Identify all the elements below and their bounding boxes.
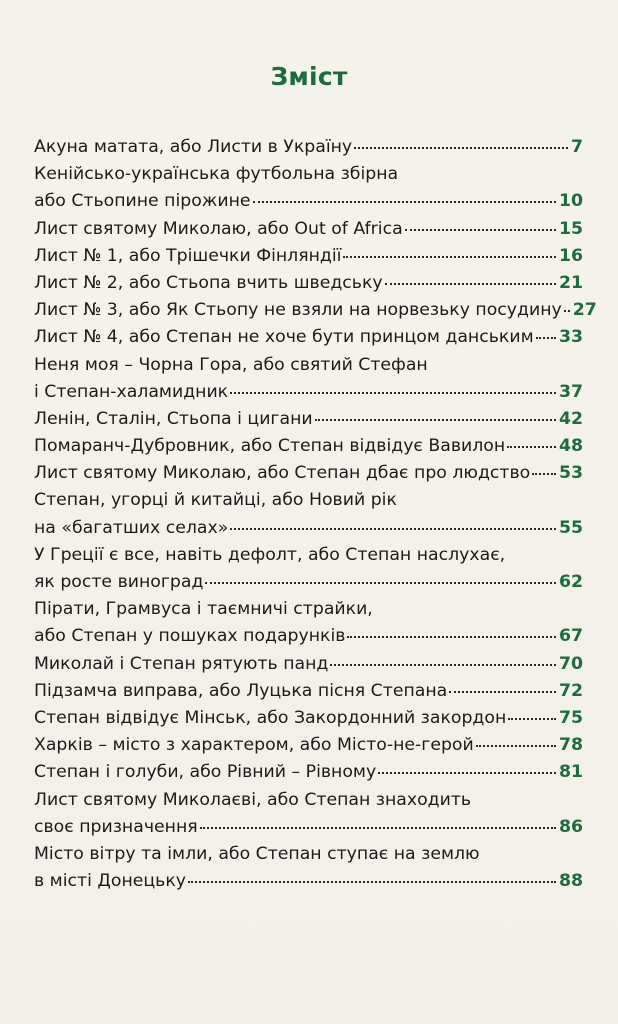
toc-entry (34, 460, 583, 487)
page-number: 88 (558, 871, 583, 892)
page-number: 10 (558, 191, 583, 212)
toc-entry-leader-line (34, 134, 583, 161)
page-number: 16 (558, 245, 583, 266)
dot-leader (564, 310, 570, 312)
toc-entry-title: Лист № 2, або Стьопа вчить шведську (34, 272, 383, 293)
toc-entry-leader-line (34, 868, 583, 895)
dot-leader (230, 528, 556, 530)
page-number: 7 (570, 137, 583, 157)
dot-leader (508, 718, 556, 720)
toc-entry-leader-line (34, 759, 583, 786)
page-title: Зміст (270, 62, 348, 91)
dot-leader (449, 691, 556, 693)
toc-entry-leader-line (34, 188, 583, 215)
dot-leader (315, 419, 556, 421)
toc-entry-title: на «багатших селах» (34, 517, 229, 538)
dot-leader (532, 473, 556, 475)
dot-leader (347, 636, 555, 638)
dot-leader (378, 772, 556, 774)
dot-leader (385, 283, 556, 285)
toc-entry (34, 433, 583, 460)
toc-entry-title-line: Неня моя – Чорна Гора, або святий Стефан (34, 354, 428, 375)
page-number: 48 (558, 436, 583, 457)
toc-entry-leader-line (34, 569, 583, 596)
page-number: 15 (558, 218, 583, 239)
toc-entry-leader-line (34, 623, 583, 650)
dot-leader (253, 201, 556, 203)
toc-entry (34, 270, 583, 297)
toc-entry-title: Лист № 1, або Трішечки Фінляндії (34, 245, 342, 266)
toc-entry-title: і Степан-халамидник (34, 381, 229, 402)
toc-entry (34, 134, 583, 161)
toc-entry-title: в місті Донецьку (34, 871, 186, 892)
toc-entry (34, 759, 583, 786)
toc-entry-leader-line (34, 216, 583, 243)
dot-leader (330, 664, 556, 666)
toc-entry-title-line: У Греції є все, навіть дефолт, або Степан наслухає, (34, 544, 506, 565)
toc-entry (34, 324, 583, 351)
dot-leader (205, 582, 556, 584)
toc-entry (34, 352, 583, 406)
toc-entry-title: Лист № 4, або Степан не хоче бути принцом данським (34, 327, 534, 348)
toc-entry-leader-line (34, 297, 597, 324)
toc-entry (34, 542, 583, 596)
table-of-contents (34, 134, 597, 895)
toc-entry (34, 651, 583, 678)
dot-leader (188, 881, 556, 883)
toc-entry-leader-line (34, 732, 583, 759)
toc-entry (34, 678, 583, 705)
toc-entry-leader-line (34, 814, 583, 841)
page-number: 81 (558, 762, 583, 783)
toc-entry-title: Підзамча виправа, або Луцька пісня Степана (34, 680, 448, 701)
toc-entry-title: Лист святому Миколаю, або Степан дбає про людство (34, 463, 531, 484)
dot-leader (476, 745, 556, 747)
toc-entry-title: Лист № 3, або Як Стьопу не взяли на норвезьку посудину (34, 300, 562, 321)
toc-entry-title: Лист святому Миколаю, або Out of Africa (34, 218, 403, 239)
toc-entry-leader-line (34, 243, 583, 270)
toc-entry-title: або Стьопине пірожине (34, 191, 251, 212)
toc-entry-leader-line (34, 270, 583, 297)
toc-entry (34, 243, 583, 270)
page-number: 55 (558, 517, 583, 538)
toc-entry-title-line: Лист святому Миколаєві, або Степан знаходить (34, 789, 472, 810)
toc-entry (34, 705, 583, 732)
toc-entry (34, 297, 597, 324)
page-number: 21 (558, 272, 583, 293)
toc-entry-title-line: Пірати, Грамвуса і таємничі страйки, (34, 599, 373, 620)
toc-entry-leader-line (34, 460, 583, 487)
page-number: 27 (572, 300, 597, 321)
toc-entry (34, 732, 583, 759)
page-number: 53 (558, 463, 583, 484)
toc-entry-title: Харків – місто з характером, або Місто-не-герой (34, 735, 474, 756)
toc-entry-leader-line (34, 324, 583, 351)
toc-entry-title: як росте виноград (34, 572, 204, 592)
toc-entry-leader-line (34, 379, 583, 406)
toc-entry-title: Помаранч-Дубровник, або Степан відвідує Вавилон (34, 436, 506, 457)
page-number: 86 (558, 816, 583, 837)
toc-entry (34, 596, 583, 650)
toc-entry-leader-line (34, 406, 583, 433)
page-number: 75 (558, 707, 583, 728)
toc-entry-title: Ленін, Сталін, Стьопа і цигани (34, 408, 313, 429)
toc-entry (34, 161, 583, 215)
toc-entry-title: Миколай і Степан рятують панд (34, 653, 329, 674)
page-number: 78 (558, 735, 583, 756)
dot-leader (536, 337, 556, 339)
page-number: 42 (558, 408, 583, 429)
toc-entry (34, 841, 583, 895)
toc-entry (34, 787, 583, 841)
toc-entry-title: своє призначення (34, 816, 198, 837)
toc-entry-title: Степан відвідує Мінськ, або Закордонний закордон (34, 707, 507, 728)
page-number: 62 (558, 572, 583, 592)
dot-leader (405, 229, 556, 231)
toc-entry (34, 406, 583, 433)
dot-leader (343, 256, 555, 258)
page-number: 70 (558, 653, 583, 674)
toc-entry-leader-line (34, 515, 583, 542)
toc-entry-leader-line (34, 651, 583, 678)
toc-entry-title: Акуна матата, або Листи в Україну (34, 137, 353, 157)
dot-leader (200, 827, 556, 829)
toc-entry-leader-line (34, 433, 583, 460)
page-number: 67 (558, 626, 583, 647)
page-number: 33 (558, 327, 583, 348)
toc-entry-title-line: Кенійсько-українська футбольна збірна (34, 164, 399, 185)
toc-entry-title: Степан і голуби, або Рівний – Рівному (34, 762, 377, 783)
toc-entry-leader-line (34, 705, 583, 732)
dot-leader (507, 446, 556, 448)
toc-entry (34, 216, 583, 243)
toc-entry-leader-line (34, 678, 583, 705)
dot-leader (354, 147, 568, 149)
toc-entry-title-line: Степан, угорці й китайці, або Новий рік (34, 490, 397, 511)
dot-leader (230, 392, 556, 394)
toc-entry-title: або Степан у пошуках подарунків (34, 626, 346, 647)
page-number: 37 (558, 381, 583, 402)
page-number: 72 (558, 680, 583, 701)
toc-entry-title-line: Місто вітру та імли, або Степан ступає на землю (34, 843, 480, 864)
toc-entry (34, 487, 583, 541)
